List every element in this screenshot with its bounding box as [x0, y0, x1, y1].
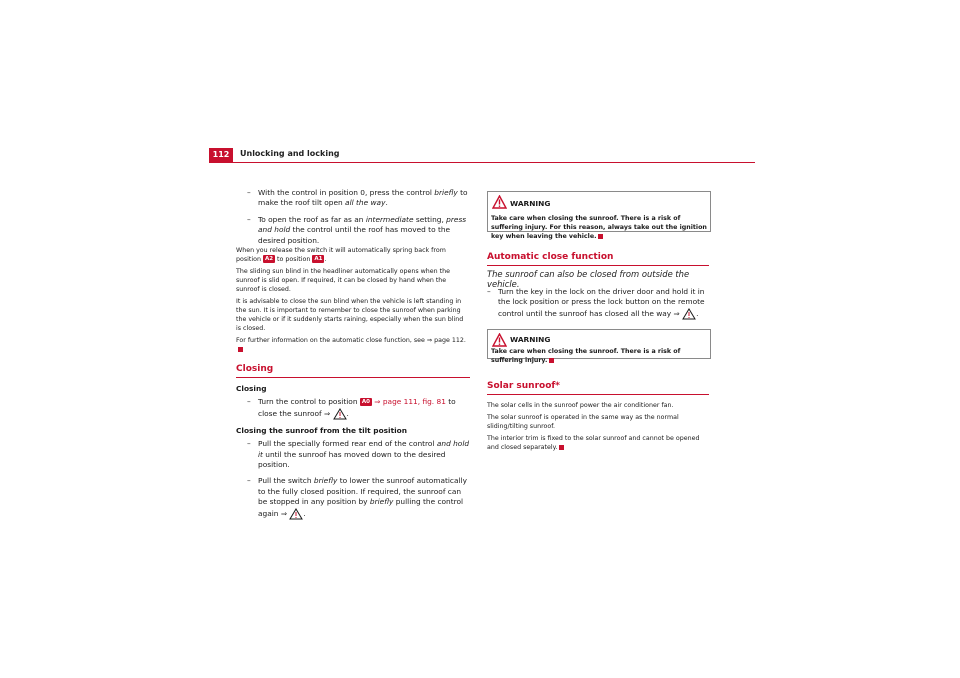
section-title-solar: Solar sunroof* [487, 381, 560, 391]
page-header-title: Unlocking and locking [240, 149, 340, 158]
warning-message: Take care when closing the sunroof. There is a risk of suffering injury. [491, 348, 681, 364]
step-emphasis: briefly [369, 497, 394, 507]
step-tilt-hold [236, 439, 470, 470]
warning-box-injury [487, 329, 711, 364]
note-switch-release [236, 246, 470, 264]
step-text: Turn the key in the lock on the driver door and hold it in the lock position or press the lock button on the remote control until the sunroof has closed all the way ⇒ [498, 287, 705, 318]
section-divider [487, 394, 709, 395]
end-marker [238, 347, 243, 352]
step-text: With the control in position 0, press the control [258, 188, 435, 197]
step-text: to close the sunroof ⇒ [258, 397, 456, 418]
note-text: For further information on the automatic close function, see ⇒ page 112. [236, 337, 466, 344]
list-dash: – [247, 397, 251, 407]
page-reference-link[interactable]: ⇒ page 111, fig. 81 [371, 397, 446, 407]
warning-triangle-icon [682, 308, 699, 320]
note-further-info [236, 336, 470, 354]
warning-message: Take care when closing the sunroof. There is a risk of suffering injury. For this reason, always take out the ignition key when leaving the vehicle. [491, 215, 707, 240]
list-dash: – [247, 439, 251, 449]
step-text: setting, [413, 214, 447, 224]
auto-close-section-header [487, 252, 709, 266]
solar-note-operation: The solar sunroof is operated in the same way as the normal sliding/tilting sunroof. [487, 414, 679, 430]
header-divider [209, 162, 755, 163]
end-marker [598, 234, 603, 239]
solar-note-trim [487, 434, 709, 452]
step-emphasis: all the way [345, 198, 386, 208]
step-emphasis: and hold it [258, 439, 470, 459]
section-title-auto-close: Automatic close function [487, 252, 614, 262]
step-text: Pull the specially formed rear end of the control [258, 439, 437, 449]
list-dash: – [247, 188, 251, 197]
step-key-lock [487, 287, 709, 320]
step-emphasis: briefly [434, 188, 458, 197]
step-text: to lower the sunroof automatically to the fully closed position. If required, the sunroof can be stopped in any position by [258, 476, 467, 507]
warning-triangle-icon [289, 508, 306, 520]
warning-header [488, 192, 710, 214]
step-intermediate [247, 215, 470, 246]
closing-section-header [236, 364, 470, 378]
left-column [247, 188, 470, 252]
step-emphasis: press and hold [258, 214, 467, 235]
notes-block [236, 246, 470, 357]
note-text: When you release the switch it will automatically spring back from position [236, 247, 446, 263]
warning-box-ignition [487, 191, 711, 240]
list-dash: – [247, 214, 251, 224]
warning-triangle-icon [492, 195, 507, 209]
list-dash: – [247, 476, 251, 486]
position-badge: A1 [314, 256, 323, 262]
note-text: to position [275, 256, 313, 263]
solar-section-header [487, 381, 709, 395]
warning-triangle-icon [333, 408, 347, 420]
auto-close-body [487, 287, 709, 326]
note-sun-blind: The sliding sun blind in the headliner automatically opens when the sunroof is slid open. If required, it can be closed by hand when the sunroof is closed. [236, 268, 450, 293]
step-tilt-open [247, 188, 470, 209]
step-tilt-brief [236, 476, 470, 519]
closing-body [236, 384, 470, 526]
position-badge: A0 [361, 399, 370, 406]
warning-triangle-icon [492, 333, 507, 347]
step-text: . [696, 308, 699, 318]
step-text: . [385, 198, 388, 208]
note-text: . [324, 256, 327, 263]
step-emphasis: intermediate [365, 214, 414, 224]
note-text: The interior trim is fixed to the solar sunroof and cannot be opened and closed separately. [487, 435, 700, 451]
step-text: to make the roof tilt open [258, 188, 468, 208]
step-text: . [303, 508, 306, 518]
solar-body [487, 401, 709, 455]
warning-text [488, 214, 710, 244]
position-badge: A2 [264, 256, 274, 262]
warning-header [488, 330, 710, 347]
note-advice: It is advisable to close the sun blind when the vehicle is left standing in the sun. It is important to remember to close the sunroof when parking the vehicle or if it suddenly starts raining, especially when the sun blind is closed. [236, 298, 464, 332]
section-divider [236, 377, 470, 378]
warning-text [488, 347, 710, 368]
page-number: 112 [209, 148, 233, 162]
end-marker [549, 358, 554, 363]
section-divider [487, 265, 709, 266]
closing-label: Closing [236, 384, 267, 393]
step-emphasis: briefly [313, 476, 338, 486]
step-text: To open the roof as far as an [258, 214, 366, 224]
list-dash: – [487, 287, 491, 296]
auto-close-subtitle: The sunroof can also be closed from outside the vehicle. [487, 269, 690, 289]
warning-title: WARNING [510, 335, 551, 344]
solar-note-fan: The solar cells in the sunroof power the air conditioner fan. [487, 402, 674, 409]
step-text: Pull the switch [258, 476, 314, 486]
step-close [236, 397, 470, 419]
step-text: the control until the roof has moved to the desired position. [258, 225, 451, 245]
step-text: Turn the control to position [258, 397, 360, 407]
tilt-closing-label: Closing the sunroof from the tilt position [236, 425, 407, 435]
section-title-closing: Closing [236, 364, 274, 374]
warning-title: WARNING [510, 199, 551, 208]
step-text: until the sunroof has moved down to the desired position. [258, 449, 446, 470]
end-marker [559, 445, 564, 450]
step-text: pulling the control again ⇒ [258, 497, 464, 518]
step-text: . [346, 408, 349, 418]
